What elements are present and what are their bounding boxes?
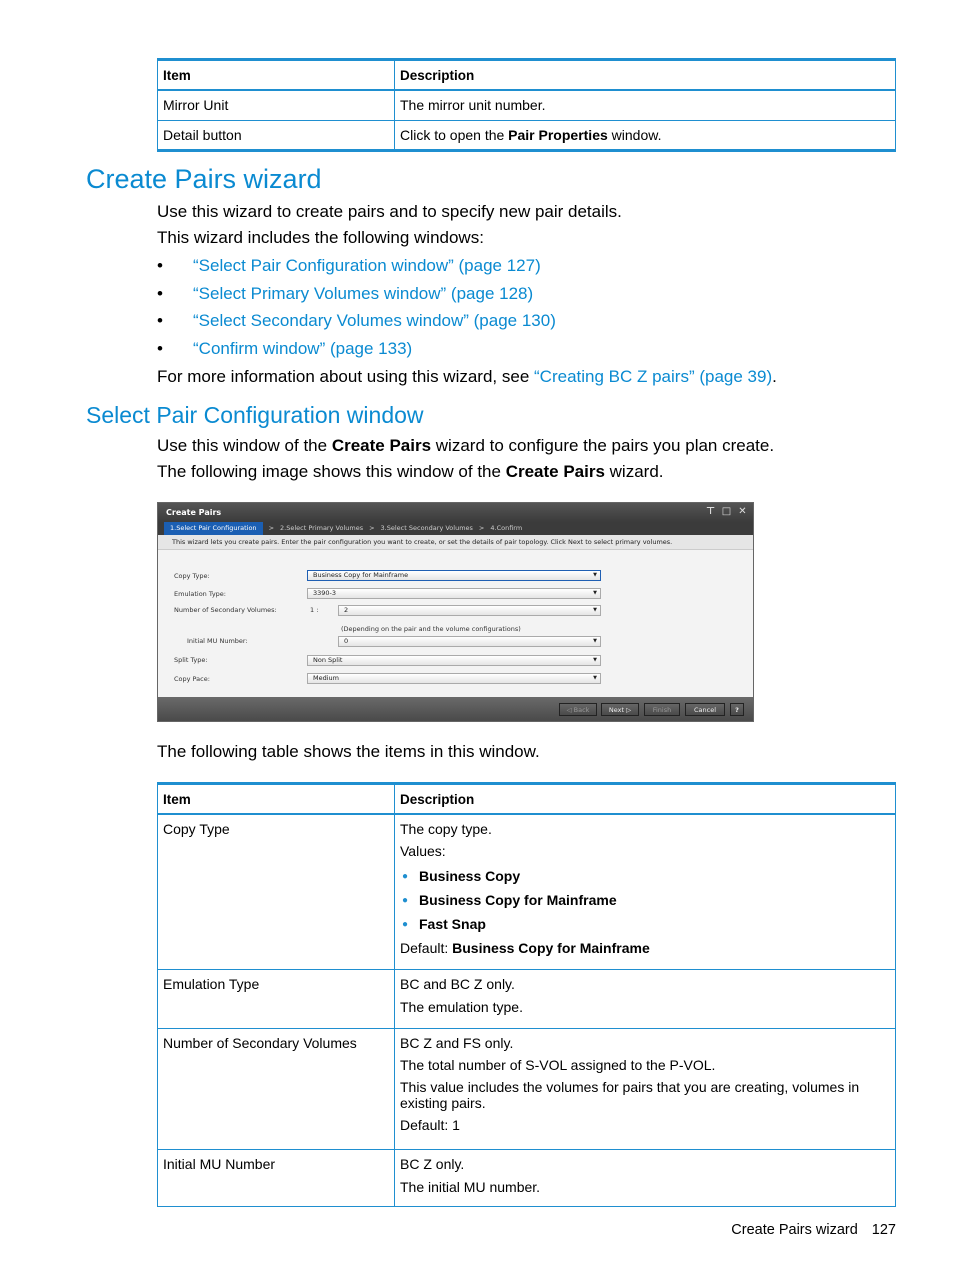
- split-type-select[interactable]: Non Split ▼: [307, 655, 601, 666]
- paragraph-text: wizard to configure the pairs you plan create.: [431, 436, 775, 455]
- bullet-icon: •: [157, 283, 163, 303]
- emulation-type-label: Emulation Type:: [174, 590, 226, 598]
- step-select-secondary-volumes: 3.Select Secondary Volumes: [380, 524, 473, 532]
- row-description: [395, 1028, 896, 1149]
- paragraph: Use this wizard to create pairs and to specify new pair details.: [157, 202, 622, 221]
- step-select-primary-volumes: 2.Select Primary Volumes: [280, 524, 364, 532]
- values-list: [400, 868, 890, 932]
- list-item: [157, 284, 556, 312]
- page-number: 127: [871, 1222, 896, 1238]
- create-pairs-screenshot: [157, 502, 754, 722]
- step-select-pair-configuration: 1.Select Pair Configuration: [164, 522, 263, 535]
- default-label: Default:: [400, 940, 453, 956]
- maximize-icon[interactable]: □: [721, 506, 732, 517]
- close-icon[interactable]: ✕: [738, 506, 747, 517]
- link-confirm-window[interactable]: “Confirm window” (page 133): [193, 339, 413, 359]
- description-text: The initial MU number.: [400, 1178, 541, 1195]
- initial-mu-select[interactable]: 0 ▼: [338, 636, 601, 647]
- paragraph-text: Use this window of the: [157, 436, 332, 455]
- split-type-label: Split Type:: [174, 656, 208, 664]
- cancel-button[interactable]: Cancel: [685, 703, 725, 716]
- description-default: [400, 940, 890, 956]
- back-button[interactable]: ◁ Back: [559, 703, 597, 716]
- section-title-create-pairs: Create Pairs wizard: [86, 164, 322, 194]
- description-text: The mirror unit number.: [400, 97, 546, 113]
- paragraph: The following table shows the items in this window.: [157, 742, 540, 761]
- initial-mu-label: Initial MU Number:: [187, 637, 248, 645]
- items-table: [157, 782, 896, 1207]
- description-bold: Pair Properties: [508, 126, 608, 143]
- pin-icon[interactable]: ⊤: [705, 506, 716, 517]
- description-text: Click to open the: [400, 126, 509, 143]
- description-text: The emulation type.: [400, 998, 523, 1015]
- description-text: Default: 1: [400, 1116, 460, 1133]
- list-item: ● Business Copy: [400, 868, 890, 884]
- paragraph: [157, 436, 774, 456]
- default-value: Business Copy for Mainframe: [452, 940, 650, 956]
- row-description: [395, 969, 896, 1028]
- paragraph-text: .: [772, 367, 777, 386]
- finish-button[interactable]: Finish: [644, 703, 680, 716]
- table-row: [158, 814, 896, 969]
- dependency-note: (Depending on the pair and the volume configurations): [341, 625, 521, 633]
- list-item: ● Business Copy for Mainframe: [400, 892, 890, 908]
- list-item: [157, 339, 556, 367]
- row-item: Initial MU Number: [158, 1149, 395, 1206]
- num-secondary-volumes-select[interactable]: 2 ▼: [338, 605, 601, 616]
- row-description: [395, 120, 896, 150]
- num-secondary-prefix: 1 :: [310, 606, 319, 614]
- emulation-type-select[interactable]: 3390-3 ▼: [307, 588, 601, 599]
- description-text: This value includes the volumes for pairs that you are creating, volumes in existing pairs.: [400, 1078, 860, 1111]
- next-button[interactable]: Next ▷: [601, 703, 639, 716]
- description-text: BC and BC Z only.: [400, 975, 515, 992]
- table-row: [158, 1149, 896, 1206]
- step-separator: >: [268, 524, 275, 532]
- description-text: Values:: [400, 843, 446, 859]
- list-item: [157, 311, 556, 339]
- copy-pace-label: Copy Pace:: [174, 675, 210, 683]
- link-creating-bc-z-pairs[interactable]: “Creating BC Z pairs” (page 39): [534, 367, 773, 386]
- footer-section-title: Create Pairs wizard: [731, 1222, 858, 1238]
- table-row: [158, 969, 896, 1028]
- table-row: [158, 120, 896, 150]
- window-controls: [704, 506, 749, 518]
- link-select-pair-configuration[interactable]: “Select Pair Configuration window” (page 127): [193, 256, 541, 275]
- page-footer: [731, 1222, 896, 1238]
- description-text: BC Z only.: [400, 1155, 465, 1172]
- row-item: Detail button: [158, 120, 395, 150]
- window-title: Create Pairs: [166, 508, 222, 517]
- step-separator: >: [478, 524, 485, 532]
- description-text: BC Z and FS only.: [400, 1034, 514, 1051]
- row-item: Copy Type: [158, 814, 395, 969]
- description-text: The total number of S-VOL assigned to the P-VOL.: [400, 1056, 716, 1073]
- step-separator: >: [369, 524, 375, 532]
- link-select-primary-volumes[interactable]: “Select Primary Volumes window” (page 128): [193, 283, 534, 303]
- row-description: [395, 814, 896, 969]
- row-item: Mirror Unit: [158, 90, 395, 120]
- row-description: [395, 1149, 896, 1206]
- step-confirm: 4.Confirm: [490, 524, 523, 532]
- description-text: The copy type.: [400, 821, 492, 837]
- paragraph-text: The following image shows this window of the: [157, 462, 506, 481]
- paragraph-text: For more information about using this wizard, see: [157, 367, 535, 386]
- header-description: Description: [395, 60, 896, 91]
- list-item: ● Fast Snap: [400, 916, 890, 932]
- section-title-select-pair-configuration: Select Pair Configuration window: [86, 402, 424, 428]
- bullet-icon: •: [157, 311, 163, 331]
- table-row: [158, 90, 896, 120]
- paragraph-text: wizard.: [604, 462, 664, 481]
- description-text: window.: [607, 126, 662, 143]
- header-item: Item: [158, 784, 395, 815]
- bullet-icon: •: [157, 339, 163, 359]
- mirror-unit-table: [157, 58, 896, 152]
- bullet-icon: •: [157, 256, 163, 275]
- wizard-button-bar: [158, 697, 753, 721]
- paragraph: This wizard includes the following windows:: [157, 228, 484, 247]
- wizard-intro-text: This wizard lets you create pairs. Enter the pair configuration you want to create, or set the details of pair topology. Click Next to select primary volumes.: [158, 535, 753, 550]
- window-link-list: [157, 256, 556, 367]
- table-header-row: [158, 784, 896, 815]
- wizard-steps: [158, 522, 753, 535]
- copy-type-select[interactable]: Business Copy for Mainframe ▼: [307, 570, 601, 581]
- link-select-secondary-volumes[interactable]: “Select Secondary Volumes window” (page 130): [193, 311, 556, 331]
- window-titlebar: [158, 503, 753, 522]
- header-description: Description: [395, 784, 896, 815]
- row-description: [395, 90, 896, 120]
- paragraph-bold: Create Pairs: [505, 462, 605, 481]
- paragraph-bold: Create Pairs: [331, 436, 432, 455]
- table-header-row: [158, 60, 896, 91]
- table-row: [158, 1028, 896, 1149]
- num-secondary-volumes-label: Number of Secondary Volumes:: [174, 606, 277, 614]
- list-item: [157, 256, 556, 284]
- paragraph: [157, 462, 664, 482]
- copy-pace-select[interactable]: Medium ▼: [307, 673, 601, 684]
- copy-type-label: Copy Type:: [174, 572, 210, 580]
- row-item: Emulation Type: [158, 969, 395, 1028]
- help-button[interactable]: ?: [730, 703, 744, 716]
- paragraph-more-info: [157, 367, 777, 387]
- header-item: Item: [158, 60, 395, 91]
- row-item: Number of Secondary Volumes: [158, 1028, 395, 1149]
